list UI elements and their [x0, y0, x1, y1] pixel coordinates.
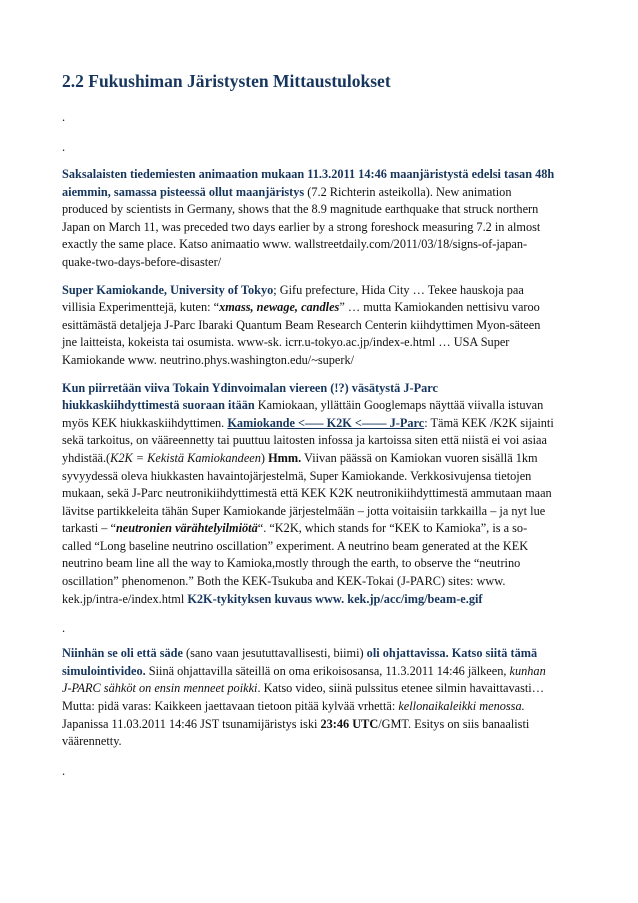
para3-line: called “Long baseline neutrino oscillation” experiment. A neutrino beam generated at the KEK [62, 538, 529, 553]
para1-line: Japan on March 11, was preceded two days earlier by a strong foreshock measuring 7.2 in almost [62, 219, 541, 234]
para3-line: sekä tarkoitus, on vääreennetty tai puuttuu laitosten infossa ja kartoissa siten että niistä ei voi asiaa [62, 433, 547, 448]
k2k-chain-label: Kamiokande <—– K2K <—— J-Parc [227, 415, 425, 430]
para2-line: jne laitteista, kokeista tai osumista. www-sk. icrr.u-tokyo.ac.jp/index-e.html … USA Super [62, 335, 510, 350]
para2-line [62, 282, 582, 300]
para3-line [62, 397, 582, 415]
separator-dot: . [62, 763, 66, 778]
para3-bold: hiukkaskiihdyttimestä suoraan itään [62, 398, 255, 413]
para4-text: Siinä ohjattavilla säteillä on oma erikoisosansa, 11.3.2011 14:46 jälkeen, [145, 663, 510, 678]
para3-text: kek.jp/intra-e/index.html [62, 591, 188, 606]
para4-italic: kellonaikaleikki menossa. [398, 699, 525, 714]
para3-text: myös KEK hiukkaskiihdyttimen. [62, 415, 228, 430]
section-heading: 2.2 Fukushiman Järistysten Mittaustulokset [62, 71, 391, 91]
para3-text: ) [260, 450, 269, 465]
para3-text: tarkasti – “ [62, 521, 116, 536]
para3-line: Kun piirretään viiva Tokain Ydinvoimalan viereen (!?) väsätystä J-Parc [62, 380, 438, 395]
para4-text: Mutta: pidä varas: Kaikkeen jaettavaan tietoon pitää kylvää vrhettä: [62, 699, 399, 714]
para3-text: yhdistää.( [62, 450, 111, 465]
separator-dot: . [62, 140, 66, 154]
para4-bold: simulointivideo. [62, 663, 146, 678]
para4-line [62, 645, 582, 663]
para4-italic: kunhan [509, 663, 546, 678]
paragraph-simulation [62, 645, 582, 751]
para2-line: Kamiokande www. neutrino.phys.washington.edu/~superk/ [62, 352, 355, 367]
para1-text: (7.2 Richterin asteikolla). New animation [304, 184, 512, 199]
para2-text: ” … mutta Kamiokanden nettisivu varoo [339, 300, 540, 315]
paragraph-k2k [62, 380, 582, 609]
para2-text: ; Gifu prefecture, Hida City … Tekee hauskoja paa [273, 282, 524, 297]
para1-line: produced by scientists in Germany, shows that the 8.9 magnitude earthquake that struck northern [62, 202, 539, 217]
para3-line [62, 415, 582, 433]
para4-text: /GMT. Esitys on siis banaalisti [378, 716, 530, 731]
para4-bold: Niinhän se oli että säde [62, 646, 183, 661]
para3-text: “. “K2K, which stands for “KEK to Kamioka”, is a so- [257, 521, 528, 536]
para3-text: Viivan päässä on Kamiokan vuoren sisällä 1km [301, 450, 538, 465]
para2-text: villisia Experimenttejä, kuten: “ [62, 300, 220, 315]
document-page [62, 70, 582, 780]
para1-line [62, 184, 582, 202]
para3-line: syvyydessä oleva hiukkasten havaintojärjestelmä, Super Kamiokande. Verkkosivujensa tietojen [62, 468, 532, 483]
para2-bold: Super Kamiokande, University of Tokyo [62, 282, 274, 297]
para3-line: lävitse partikkeleita tähän Super Kamiokande järjestelmään – jotta voitaisiin tarkkailla – ja nyt lue [62, 503, 546, 518]
separator-dot: . [62, 110, 66, 124]
para3-text: Kamiokaan, yllättäin Googlemaps näyttää viivalla istuvan [254, 398, 544, 413]
para1-line: exactly the same place. Katso animaatio www. wallstreetdaily.com/2011/03/18/signs-of-japan- [62, 237, 528, 252]
para1-line: quake-two-days-before-disaster/ [62, 254, 222, 269]
para4-text: . Katso video, siinä pulssitus etenee silmin havaittavasti… [257, 681, 544, 696]
para3-line [62, 450, 582, 468]
paragraph-animation [62, 166, 582, 272]
para3-line [62, 591, 582, 609]
para3-line: mukaan, sekä J-Parc neutronikiihdyttimestä että KEK K2K neutronikiihdyttimestä ammutaan maan [62, 486, 552, 501]
para4-line: väärennetty. [62, 734, 122, 749]
para3-bold: K2K-tykityksen kuvaus www. kek.jp/acc/img/beam-e.gif [187, 591, 483, 606]
para2-line: esittämästä detaljeja J-Parc Ibaraki Quantum Beam Research Centerin kiihdyttimen Myon-säteen [62, 317, 541, 332]
para4-line [62, 663, 582, 681]
para4-bold: 23:46 UTC [320, 716, 379, 731]
para3-italic: K2K = Kekistä Kamiokandeen [110, 450, 261, 465]
para4-line [62, 716, 582, 734]
para4-italic: J-PARC sähköt on ensin menneet poikki [62, 681, 258, 696]
paragraph-kamiokande [62, 282, 582, 370]
para3-bold: Hmm. [268, 450, 302, 465]
separator-dot: . [62, 621, 66, 636]
para2-line [62, 299, 582, 317]
para3-line: neutrino beam line all the way to Kamioka,mostly through the earth, to observe the “neutrino [62, 556, 521, 571]
para4-bold: oli ohjattavissa. Katso siitä tämä [366, 646, 538, 661]
para4-line [62, 680, 582, 698]
para1-bold: aiemmin, samassa pisteessä ollut maanjäristys [62, 184, 305, 199]
para3-bold-italic: neutronien värähtelyilmiötä [115, 521, 258, 536]
para4-text: (sano vaan jesututtavallisesti, biimi) [182, 646, 367, 661]
para1-line: Saksalaisten tiedemiesten animaation mukaan 11.3.2011 14:46 maanjäristystä edelsi tasan 48h [62, 167, 555, 181]
para3-line: oscillation” phenomenon.” Both the KEK-Tsukuba and KEK-Tokai (J-PARC) sites: www. [62, 574, 506, 589]
para3-line [62, 520, 582, 538]
para2-bold-italic: xmass, newage, candles [219, 300, 340, 315]
para4-line [62, 698, 582, 716]
para3-text: : Tämä KEK /K2K sijainti [424, 415, 554, 430]
para4-text: Japanissa 11.03.2011 14:46 JST tsunamijäristys iski [62, 716, 321, 731]
